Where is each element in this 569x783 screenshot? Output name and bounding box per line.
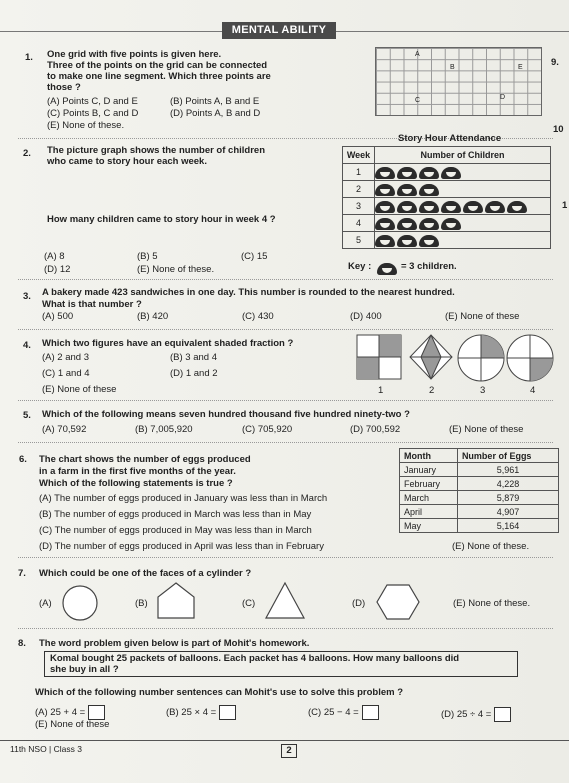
margin-number-10: 10 bbox=[553, 124, 564, 135]
word-problem-line2: she buy in all ? bbox=[50, 664, 119, 675]
figure-1-square bbox=[357, 335, 401, 379]
grid-point-d: D bbox=[500, 94, 506, 101]
q7-option-a[interactable]: (A) bbox=[39, 598, 52, 609]
q8-line1: The word problem given below is part of Mohit's homework. bbox=[39, 638, 310, 649]
q1-number: 1. bbox=[25, 52, 33, 63]
eggs-count-cell: 5,164 bbox=[457, 519, 558, 533]
child-face-icon bbox=[419, 201, 439, 213]
child-face-icon bbox=[397, 184, 417, 196]
q7-line1: Which could be one of the faces of a cylinder ? bbox=[39, 568, 252, 579]
child-face-icon bbox=[419, 184, 439, 196]
q7-option-e[interactable]: (E) None of these. bbox=[453, 598, 531, 609]
q5-option-c[interactable]: (C) 705,920 bbox=[242, 424, 293, 435]
q1-option-c[interactable]: (C) Points B, C and D bbox=[47, 108, 139, 119]
footer-label: 11th NSO | Class 3 bbox=[10, 744, 82, 754]
picture-graph-week-cell: 5 bbox=[343, 232, 375, 249]
margin-number-1: 1 bbox=[562, 200, 568, 211]
q2-option-e[interactable]: (E) None of these. bbox=[137, 264, 215, 275]
q6-option-b[interactable]: (B) The number of eggs produced in March was less than in May bbox=[39, 509, 312, 520]
q8-option-c-text: (C) 25 − 4 = bbox=[308, 707, 359, 719]
q2-option-b[interactable]: (B) 5 bbox=[137, 251, 158, 262]
divider bbox=[18, 329, 553, 330]
q1-option-d[interactable]: (D) Points A, B and D bbox=[170, 108, 261, 119]
child-face-icon bbox=[397, 167, 417, 179]
q1-option-e[interactable]: (E) None of these. bbox=[47, 120, 125, 131]
q3-option-c[interactable]: (C) 430 bbox=[242, 311, 274, 322]
q3-option-e[interactable]: (E) None of these bbox=[445, 311, 520, 322]
picture-graph-title: Story Hour Attendance bbox=[398, 133, 502, 144]
eggs-count-cell: 4,907 bbox=[457, 505, 558, 519]
q2-line2: who came to story hour each week. bbox=[47, 156, 207, 167]
child-face-icon bbox=[377, 263, 397, 275]
eggs-month-cell: May bbox=[400, 519, 458, 533]
triangle-shape-icon bbox=[263, 580, 307, 622]
picture-graph-icons-row bbox=[375, 215, 551, 232]
divider bbox=[18, 442, 553, 443]
fraction-figures bbox=[355, 333, 555, 383]
figure-label-2: 2 bbox=[429, 385, 435, 396]
answer-box bbox=[88, 705, 105, 720]
figure-4-circle bbox=[507, 335, 553, 381]
q2-question: How many children came to story hour in week 4 ? bbox=[47, 214, 276, 225]
picture-graph-week-cell: 3 bbox=[343, 198, 375, 215]
grid-point-c: C bbox=[415, 97, 421, 104]
q1-line2: Three of the points on the grid can be connected bbox=[47, 60, 268, 71]
figure-3-circle bbox=[458, 335, 504, 381]
divider bbox=[18, 628, 553, 629]
q5-number: 5. bbox=[23, 410, 31, 421]
hexagon-shape-icon bbox=[375, 582, 421, 622]
q1-option-a[interactable]: (A) Points C, D and E bbox=[47, 96, 138, 107]
q4-option-b[interactable]: (B) 3 and 4 bbox=[170, 352, 217, 363]
child-face-icon bbox=[485, 201, 505, 213]
child-face-icon bbox=[375, 235, 395, 247]
picture-graph-week-header: Week bbox=[343, 147, 375, 164]
q5-option-a[interactable]: (A) 70,592 bbox=[42, 424, 87, 435]
child-face-icon bbox=[397, 201, 417, 213]
eggs-table bbox=[399, 448, 559, 533]
q1-line3: to make one line segment. Which three points are bbox=[47, 71, 271, 82]
child-face-icon bbox=[441, 167, 461, 179]
picture-graph-table bbox=[342, 146, 551, 249]
q7-option-d[interactable]: (D) bbox=[352, 598, 366, 609]
picture-graph-week-cell: 2 bbox=[343, 181, 375, 198]
child-face-icon bbox=[441, 218, 461, 230]
q8-option-a-text: (A) 25 + 4 = bbox=[35, 707, 86, 719]
q8-option-d-text: (D) 25 ÷ 4 = bbox=[441, 709, 492, 721]
q5-option-e[interactable]: (E) None of these bbox=[449, 424, 524, 435]
grid-point-e: E bbox=[518, 64, 523, 71]
q5-option-d[interactable]: (D) 700,592 bbox=[350, 424, 401, 435]
eggs-month-cell: February bbox=[400, 477, 458, 491]
eggs-count-cell: 4,228 bbox=[457, 477, 558, 491]
child-face-icon bbox=[397, 235, 417, 247]
q1-line1: One grid with five points is given here. bbox=[47, 49, 222, 60]
child-face-icon bbox=[419, 235, 439, 247]
table-row bbox=[400, 463, 559, 477]
picture-graph-week-cell: 1 bbox=[343, 164, 375, 181]
q3-line1: A bakery made 423 sandwiches in one day. This number is rounded to the nearest hundred. bbox=[42, 287, 455, 298]
picture-graph-key-label: Key : bbox=[348, 261, 372, 272]
table-row bbox=[400, 519, 559, 533]
q6-number: 6. bbox=[19, 454, 27, 465]
section-title: MENTAL ABILITY bbox=[222, 22, 336, 39]
q8-option-e[interactable]: (E) None of these bbox=[35, 719, 110, 730]
figure-label-1: 1 bbox=[378, 385, 384, 396]
table-row bbox=[400, 491, 559, 505]
eggs-month-header: Month bbox=[400, 449, 458, 463]
eggs-count-cell: 5,961 bbox=[457, 463, 558, 477]
child-face-icon bbox=[375, 218, 395, 230]
q6-line3: Which of the following statements is true ? bbox=[39, 478, 233, 489]
q2-line1: The picture graph shows the number of children bbox=[47, 145, 265, 156]
q8-option-d[interactable] bbox=[441, 707, 511, 722]
q6-line2: in a farm in the first five months of the year. bbox=[39, 466, 236, 477]
eggs-month-cell: January bbox=[400, 463, 458, 477]
q8-option-b[interactable] bbox=[166, 705, 236, 720]
q1-option-b[interactable]: (B) Points A, B and E bbox=[170, 96, 260, 107]
q1-point-grid bbox=[375, 47, 542, 116]
q4-option-a[interactable]: (A) 2 and 3 bbox=[42, 352, 89, 363]
child-face-icon bbox=[375, 167, 395, 179]
child-face-icon bbox=[375, 201, 395, 213]
q2-number: 2. bbox=[23, 148, 31, 159]
page-number: 2 bbox=[281, 744, 297, 758]
circle-shape-icon bbox=[60, 583, 100, 623]
q4-number: 4. bbox=[23, 340, 31, 351]
q7-option-b[interactable]: (B) bbox=[135, 598, 148, 609]
q8-line2: Which of the following number sentences can Mohit's use to solve this problem ? bbox=[35, 687, 404, 698]
q6-line1: The chart shows the number of eggs produced bbox=[39, 454, 251, 465]
table-row bbox=[400, 505, 559, 519]
table-row bbox=[400, 477, 559, 491]
answer-box bbox=[494, 707, 511, 722]
q6-option-a[interactable]: (A) The number of eggs produced in January was less than in March bbox=[39, 493, 328, 504]
q3-option-d[interactable]: (D) 400 bbox=[350, 311, 382, 322]
q6-option-d[interactable]: (D) The number of eggs produced in April was less than in February bbox=[39, 541, 324, 552]
child-face-icon bbox=[419, 218, 439, 230]
q2-option-d[interactable]: (D) 12 bbox=[44, 264, 71, 275]
divider bbox=[18, 557, 553, 558]
word-problem-line1: Komal bought 25 packets of balloons. Each packet has 4 balloons. How many balloons did bbox=[50, 653, 460, 664]
q3-option-b[interactable]: (B) 420 bbox=[137, 311, 169, 322]
answer-box bbox=[362, 705, 379, 720]
q7-option-c[interactable]: (C) bbox=[242, 598, 256, 609]
q7-number: 7. bbox=[18, 568, 26, 579]
q5-line1: Which of the following means seven hundred thousand five hundred ninety-two ? bbox=[42, 409, 410, 420]
q8-option-a[interactable] bbox=[35, 705, 105, 720]
q1-line4: those ? bbox=[47, 82, 81, 93]
q4-option-d[interactable]: (D) 1 and 2 bbox=[170, 368, 218, 379]
q3-line2: What is that number ? bbox=[42, 299, 142, 310]
picture-graph-week-cell: 4 bbox=[343, 215, 375, 232]
q8-option-b-text: (B) 25 × 4 = bbox=[166, 707, 217, 719]
q4-option-e[interactable]: (E) None of these bbox=[42, 384, 117, 395]
figure-label-3: 3 bbox=[480, 385, 486, 396]
grid-point-b: B bbox=[450, 64, 455, 71]
eggs-count-cell: 5,879 bbox=[457, 491, 558, 505]
picture-graph-icons-row bbox=[375, 181, 551, 198]
picture-graph-icons-row bbox=[375, 198, 551, 215]
q4-option-c[interactable]: (C) 1 and 4 bbox=[42, 368, 90, 379]
eggs-month-cell: March bbox=[400, 491, 458, 505]
divider bbox=[18, 400, 553, 401]
q8-option-c[interactable] bbox=[308, 705, 379, 720]
picture-graph-icons-row bbox=[375, 164, 551, 181]
divider bbox=[18, 279, 553, 280]
child-face-icon bbox=[507, 201, 527, 213]
child-face-icon bbox=[419, 167, 439, 179]
q2-option-c[interactable]: (C) 15 bbox=[241, 251, 268, 262]
eggs-month-cell: April bbox=[400, 505, 458, 519]
eggs-count-header: Number of Eggs bbox=[457, 449, 558, 463]
figure-2-rhombus bbox=[410, 335, 452, 379]
q8-number: 8. bbox=[18, 638, 26, 649]
grid-point-a: A bbox=[415, 51, 420, 58]
q6-option-e[interactable]: (E) None of these. bbox=[452, 541, 530, 552]
q2-option-a[interactable]: (A) 8 bbox=[44, 251, 65, 262]
q3-option-a[interactable]: (A) 500 bbox=[42, 311, 74, 322]
picture-graph-children-header: Number of Children bbox=[375, 147, 551, 164]
footer-rule bbox=[0, 740, 569, 741]
child-face-icon bbox=[463, 201, 483, 213]
picture-graph-icons-row bbox=[375, 232, 551, 249]
child-face-icon bbox=[397, 218, 417, 230]
pentagon-shape-icon bbox=[155, 580, 197, 622]
child-face-icon bbox=[441, 201, 461, 213]
q3-number: 3. bbox=[23, 291, 31, 302]
answer-box bbox=[219, 705, 236, 720]
q6-option-c[interactable]: (C) The number of eggs produced in May was less than in March bbox=[39, 525, 312, 536]
child-face-icon bbox=[375, 184, 395, 196]
figure-label-4: 4 bbox=[530, 385, 536, 396]
q4-line1: Which two figures have an equivalent shaded fraction ? bbox=[42, 338, 294, 349]
margin-number-9: 9. bbox=[551, 57, 559, 68]
picture-graph-key-text: = 3 children. bbox=[401, 261, 457, 272]
q5-option-b[interactable]: (B) 7,005,920 bbox=[135, 424, 193, 435]
